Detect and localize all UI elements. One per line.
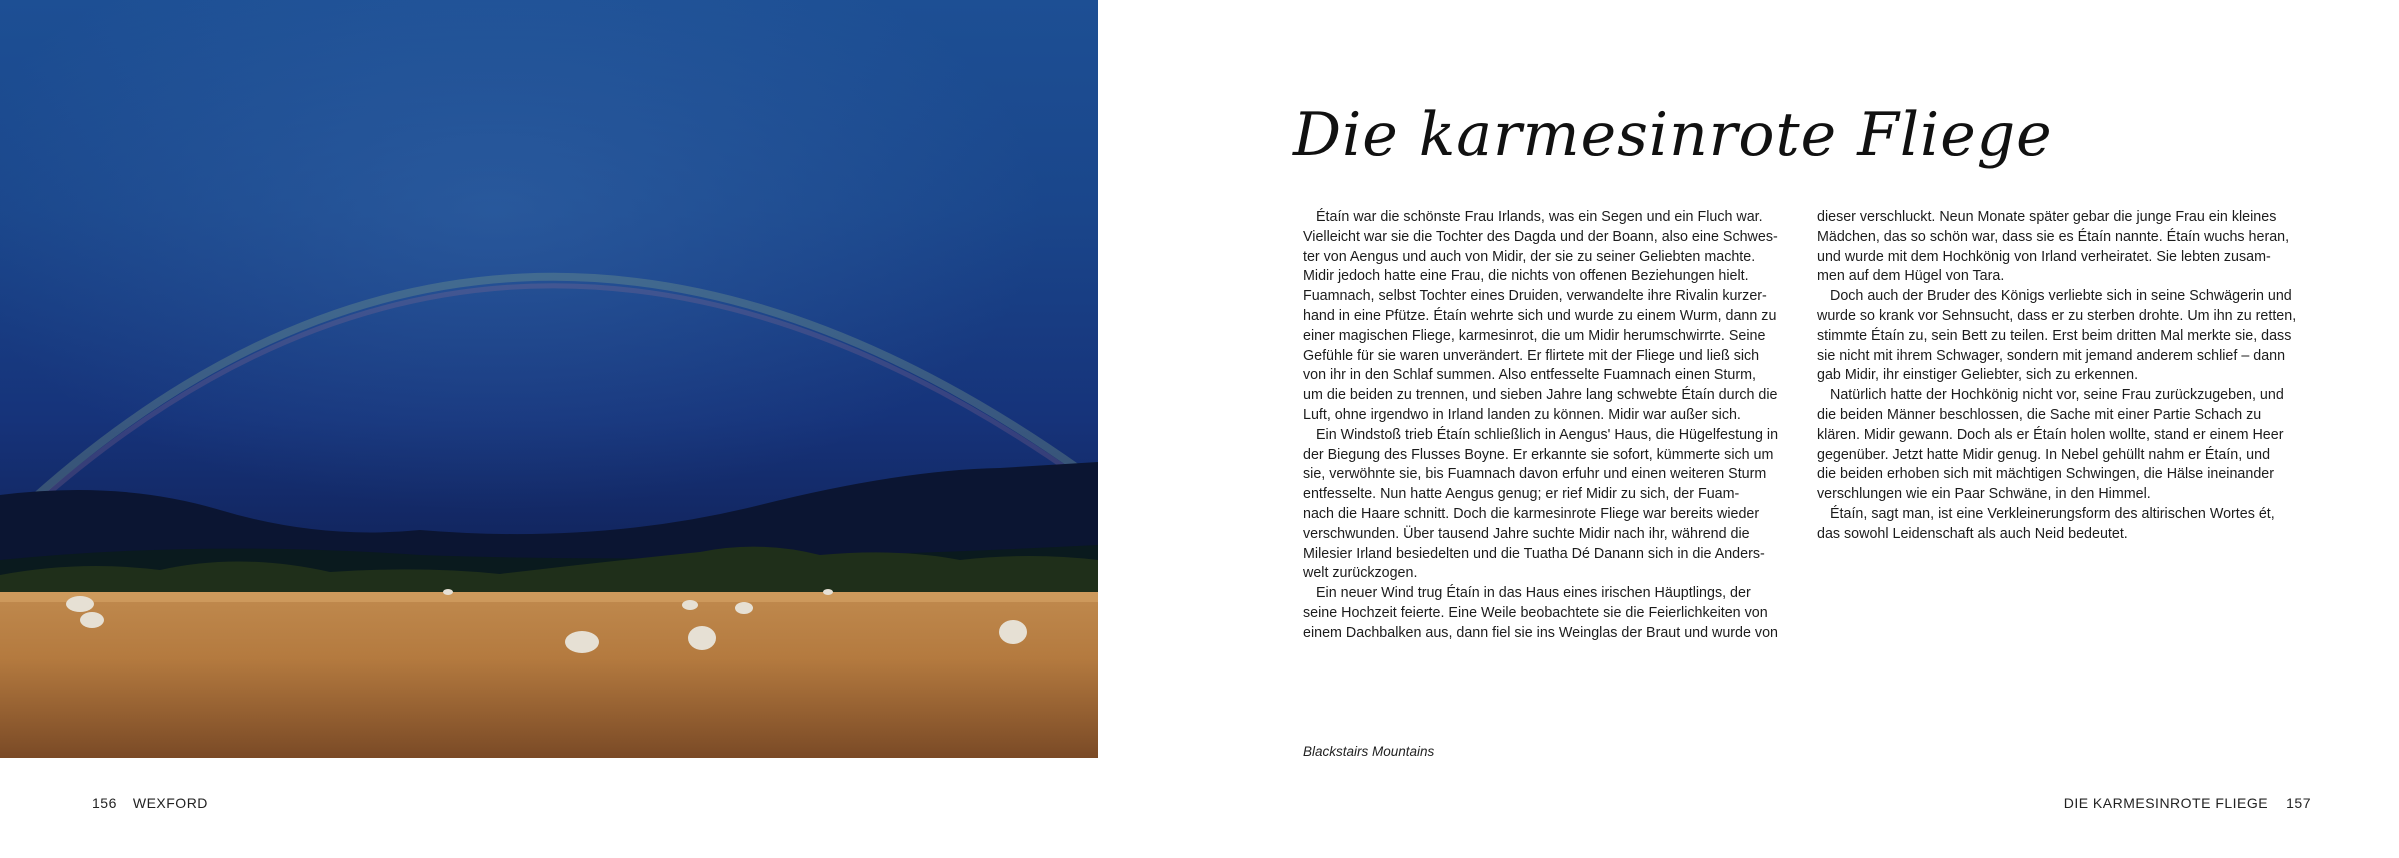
chapter-title: Die karmesinrote Fliege — [1293, 100, 2053, 170]
text-line: und wurde mit dem Hochkönig von Irland verheiratet. Sie lebten zusam- — [1817, 248, 2271, 265]
text-line: Ein Windstoß trieb Étaín schließlich in Aengus' Haus, die Hügelfestung in — [1316, 426, 1779, 443]
paragraph — [1817, 505, 2315, 545]
text-line: Milesier Irland besiedelten und die Tuatha Dé Danann sich in die Anders- — [1303, 545, 1765, 562]
text-line: Vielleicht war sie die Tochter des Dagda und der Boann, also eine Schwes- — [1303, 228, 1778, 245]
folio-right — [2064, 795, 2311, 811]
running-head: WEXFORD — [132, 795, 208, 811]
running-head: DIE KARMESINROTE FLIEGE — [2063, 795, 2269, 811]
photo-caption: Blackstairs Mountains — [1303, 744, 1435, 759]
text-line: Midir jedoch hatte eine Frau, die nichts von offenen Beziehungen hielt. — [1303, 268, 1749, 285]
text-line: gab Midir, ihr einstiger Geliebter, sich zu erkennen. — [1817, 367, 2139, 384]
landscape-photo — [0, 0, 1098, 758]
text-line: hand in eine Pfütze. Étaín wehrte sich und wurde zu einem Wurm, dann zu — [1303, 307, 1777, 324]
text-line: gegenüber. Jetzt hatte Midir genug. In Nebel gehüllt nahm er Étaín, und — [1817, 446, 2271, 463]
text-line: der Biegung des Flusses Boyne. Er erkannte sie sofort, kümmerte sich um — [1303, 446, 1774, 463]
text-line: sie nicht mit ihrem Schwager, sondern mit jemand anderem schlief – dann — [1817, 347, 2286, 364]
text-line: Natürlich hatte der Hochkönig nicht vor, seine Frau zurückzugeben, und — [1830, 387, 2284, 404]
paragraph — [1303, 208, 1801, 426]
text-line: Étaín war die schönste Frau Irlands, was ein Segen und ein Fluch war. — [1316, 209, 1763, 225]
text-column-left — [1303, 208, 1801, 644]
text-line: dieser verschluckt. Neun Monate später gebar die junge Frau ein kleines — [1817, 209, 2277, 225]
text-line: die beiden erhoben sich mit mächtigen Schwingen, die Hälse ineinander — [1817, 466, 2274, 483]
text-line: Mädchen, das so schön war, dass sie es Étaín nannte. Étaín wuchs heran, — [1817, 228, 2290, 245]
text-line: Ein neuer Wind trug Étaín in das Haus eines irischen Häuptlings, der — [1316, 585, 1751, 602]
text-line: die beiden Männer beschlossen, die Sache mit einer Partie Schach zu — [1817, 406, 2262, 423]
text-line: verschlungen wie ein Paar Schwäne, in den Himmel. — [1817, 486, 2151, 503]
text-line: wurde so krank vor Sehnsucht, dass er zu sterben drohte. Um ihn zu retten, — [1817, 307, 2297, 324]
text-line: Fuamnach, selbst Tochter eines Druiden, verwandelte ihre Rivalin kurzer- — [1303, 288, 1767, 305]
text-line: men auf dem Hügel von Tara. — [1817, 268, 2005, 285]
text-line: entfesselte. Nun hatte Aengus genug; er rief Midir zu sich, der Fuam- — [1303, 486, 1740, 503]
text-line: verschwunden. Über tausend Jahre suchte Midir nach ihr, während die — [1303, 525, 1750, 542]
text-line: von ihr in den Schlaf summen. Also entfesselte Fuamnach einen Sturm, — [1303, 367, 1756, 384]
text-line: einer magischen Fliege, karmesinrot, die um Midir herumschwirrte. Seine — [1303, 327, 1766, 344]
paragraph — [1817, 386, 2315, 505]
paragraph — [1303, 584, 1801, 643]
text-line: einem Dachbalken aus, dann fiel sie ins Weinglas der Braut und wurde von — [1303, 624, 1778, 641]
page-number: 157 — [2286, 795, 2311, 811]
text-line: nach die Haare schnitt. Doch die karmesinrote Fliege war bereits wieder — [1303, 505, 1760, 522]
text-line: Gefühle für sie waren unverändert. Er flirtete mit der Fliege und ließ sich — [1303, 347, 1760, 364]
paragraph — [1303, 426, 1801, 584]
page-number: 156 — [92, 795, 117, 811]
folio-left — [92, 795, 208, 811]
text-line: seine Hochzeit feierte. Eine Weile beobachtete sie die Feierlichkeiten von — [1303, 604, 1768, 621]
text-line: stimmte Étaín zu, sein Bett zu teilen. Erst beim dritten Mal merkte sie, dass — [1817, 327, 2292, 344]
text-line: Luft, ohne irgendwo in Irland landen zu können. Midir war außer sich. — [1303, 406, 1741, 423]
paragraph — [1817, 287, 2315, 386]
text-column-right — [1817, 208, 2315, 545]
text-line: Doch auch der Bruder des Königs verliebte sich in seine Schwägerin und — [1830, 288, 2292, 305]
text-line: welt zurückzogen. — [1303, 565, 1418, 582]
text-line: das sowohl Leidenschaft als auch Neid bedeutet. — [1817, 525, 2128, 542]
text-line: sie, verwöhnte sie, bis Fuamnach davon erfuhr und einen weiteren Sturm — [1303, 466, 1767, 483]
text-line: um die beiden zu trennen, und sieben Jahre lang schwebte Étaín durch die — [1303, 387, 1778, 404]
text-line: ter von Aengus und auch von Midir, der sie zu seiner Geliebten machte. — [1303, 248, 1756, 265]
paragraph — [1817, 208, 2315, 287]
text-line: Étaín, sagt man, ist eine Verkleinerungsform des altirischen Wortes ét, — [1830, 505, 2275, 522]
text-line: klären. Midir gewann. Doch als er Étaín holen wollte, stand er einem Heer — [1817, 426, 2284, 443]
